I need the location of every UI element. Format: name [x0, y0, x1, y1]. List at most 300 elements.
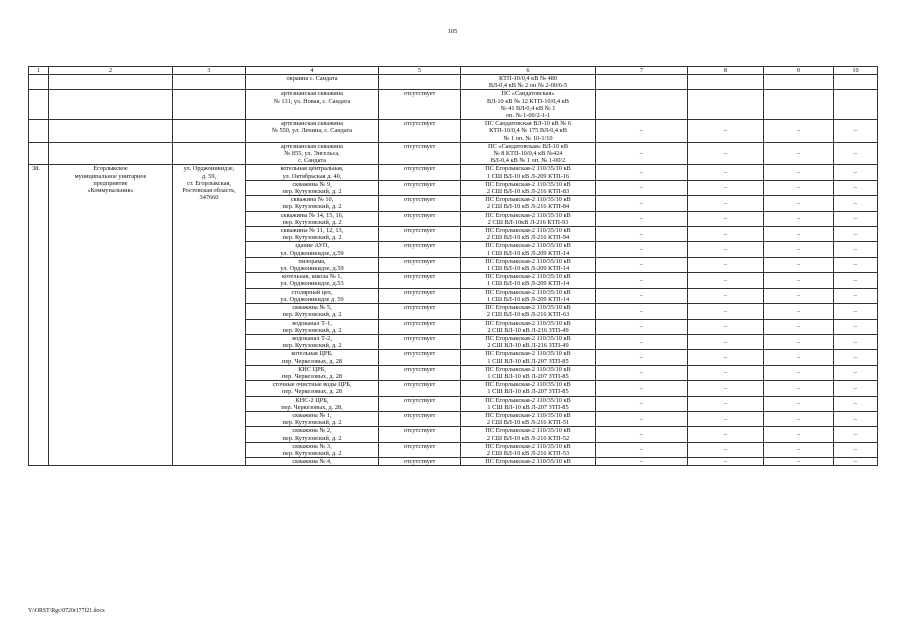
cell-line: водоканал Т-2, — [292, 334, 332, 342]
cell-supply — [461, 396, 596, 411]
cell-line: здание АУП, — [294, 242, 330, 250]
cell-c7: – — [596, 257, 688, 272]
cell-line: 1 СШ ВЛ-10 кВ Л-209 КТП-14 — [486, 295, 570, 303]
cell-line: ПС Сандатовская ВЛ-10 кВ № 6 — [484, 120, 572, 128]
header-cell: 5 — [379, 67, 461, 75]
cell-c8: – — [688, 334, 764, 349]
cell-supply — [461, 273, 596, 288]
cell-status: отсутствует — [379, 288, 461, 303]
cell-line: ул. Орджоникидзе, д.59 — [280, 249, 344, 257]
cell-object — [246, 396, 379, 411]
cell-line: с. Сандата — [298, 157, 326, 165]
cell-line: оп. № 1-00/2-1-1 — [505, 112, 551, 120]
cell-supply — [461, 90, 596, 120]
cell-line: пер. Кутузовский, д. 2 — [282, 218, 342, 226]
cell-c8: – — [688, 350, 764, 365]
cell-address — [173, 142, 246, 165]
cell-supply — [461, 381, 596, 396]
cell-c10: – — [834, 180, 878, 195]
cell-object — [246, 196, 379, 211]
cell-object — [246, 381, 379, 396]
cell-supply — [461, 427, 596, 442]
cell-line: скважина № 3, — [292, 442, 332, 450]
cell-supply — [461, 411, 596, 426]
cell-c7: – — [596, 442, 688, 457]
cell-c7: – — [596, 381, 688, 396]
cell-supply — [461, 257, 596, 272]
cell-object — [246, 227, 379, 242]
header-cell: 9 — [764, 67, 834, 75]
cell-line: «Коммунальник» — [87, 187, 134, 195]
cell-line: КТП-10/0,4 кВ № 480 — [498, 75, 558, 82]
cell-object — [246, 304, 379, 319]
cell-line: 2 СШ ВЛ-10 кВ Л-216 ЗТП-49 — [487, 326, 569, 334]
cell-line: д. 59, — [201, 172, 217, 180]
cell-c8: – — [688, 257, 764, 272]
cell-object — [246, 90, 379, 120]
cell-status: отсутствует — [379, 142, 461, 165]
table-body — [29, 67, 878, 466]
cell-status: отсутствует — [379, 381, 461, 396]
cell-status: отсутствует — [379, 227, 461, 242]
cell-number — [29, 120, 49, 143]
cell-line: ВЛ-10 кВ № 12 КТП-10/0,4 кВ — [487, 97, 569, 105]
table-row — [29, 75, 878, 90]
cell-object — [246, 288, 379, 303]
cell-supply — [461, 142, 596, 165]
cell-line: ПС Егорлыкская-2 110/35/10 кВ — [485, 365, 571, 373]
cell-c8: – — [688, 242, 764, 257]
cell-c7: – — [596, 458, 688, 466]
cell-line: ПС Егорлыкская-2 110/35/10 кВ — [485, 396, 571, 404]
cell-c7: – — [596, 180, 688, 195]
cell-status: отсутствует — [379, 196, 461, 211]
cell-number — [29, 90, 49, 120]
cell-c10: – — [834, 381, 878, 396]
cell-line: пер. Черкезовых, д. 28, — [281, 403, 343, 411]
cell-line: 1 СШ ВЛ-10 кВ Л-209 КТП-14 — [486, 249, 570, 257]
cell-c7: – — [596, 288, 688, 303]
cell-line: ПС Егорлыкская-2 110/35/10 кВ — [485, 350, 571, 358]
cell-line: 1 СШ ВЛ-10 кВ Л-207 ЗТП-85 — [487, 388, 569, 396]
cell-line: котельная, школа № 1, — [281, 273, 343, 281]
cell-supply — [461, 350, 596, 365]
cell-c10: – — [834, 288, 878, 303]
cell-line: ПС Егорлыкская-2 110/35/10 кВ — [485, 334, 571, 342]
cell-supply — [461, 165, 596, 180]
cell-status — [379, 75, 461, 90]
cell-c7: – — [596, 227, 688, 242]
header-cell: 1 — [29, 67, 49, 75]
cell-c10: – — [834, 273, 878, 288]
cell-line: ПС Егорлыкская-2 110/35/10 кВ — [485, 273, 571, 281]
cell-line: скважины № 11, 12, 13, — [280, 227, 344, 235]
cell-c7: – — [596, 211, 688, 226]
cell-supply — [461, 334, 596, 349]
cell-c9: – — [764, 288, 834, 303]
cell-line: пер. Кутузовский, д. 2 — [282, 342, 342, 350]
cell-status: отсутствует — [379, 365, 461, 380]
cell-c7: – — [596, 350, 688, 365]
cell-object — [246, 165, 379, 180]
cell-status: отсутствует — [379, 273, 461, 288]
cell-line: ПС Егорлыкская-2 110/35/10 кВ — [485, 288, 571, 296]
cell-line: Егорлыкское — [93, 165, 128, 173]
cell-c10: – — [834, 211, 878, 226]
cell-c7: – — [596, 273, 688, 288]
cell-c8: – — [688, 165, 764, 180]
cell-line: 2 СШ ВЛ-10кВ Л-216 КТП-93 — [487, 218, 569, 226]
cell-c10: – — [834, 365, 878, 380]
cell-status: отсутствует — [379, 90, 461, 120]
cell-status: отсутствует — [379, 165, 461, 180]
cell-line: котельная ЦРБ, — [291, 350, 333, 358]
cell-line: скважина № 9, — [292, 180, 332, 188]
footer-file-path: Y:\ORST\Rgc\0720r177f21.docx — [28, 608, 105, 614]
cell-c10: – — [834, 142, 878, 165]
cell-c10: – — [834, 334, 878, 349]
cell-c8: – — [688, 365, 764, 380]
cell-line: № 131, ул. Новая, с. Сандата — [273, 97, 351, 105]
cell-line: 2 СШ ВЛ-10 кВ Л-216 КТП-83 — [486, 188, 570, 196]
cell-line: 1 СШ ВЛ-10 кВ Л-209 КТП-14 — [486, 265, 570, 273]
cell-c9: – — [764, 411, 834, 426]
cell-status: отсутствует — [379, 427, 461, 442]
cell-line: скважина № 1, — [292, 411, 332, 419]
cell-line: артезианская скважина — [281, 90, 343, 98]
cell-c9 — [764, 90, 834, 120]
cell-line: ПС «Сандатовская» — [501, 90, 555, 98]
cell-status: отсутствует — [379, 180, 461, 195]
cell-line: ПС Егорлыкская-2 110/35/10 кВ — [485, 196, 571, 204]
cell-address — [173, 75, 246, 90]
cell-c9: – — [764, 304, 834, 319]
cell-c10: – — [834, 165, 878, 180]
cell-line: 2 СШ ВЛ-10 кВ Л-216 КТП-51 — [486, 419, 570, 427]
cell-c10: – — [834, 442, 878, 457]
cell-c7: – — [596, 242, 688, 257]
cell-line: ПС Егорлыкская-2 110/35/10 кВ — [485, 257, 571, 265]
cell-status: отсутствует — [379, 411, 461, 426]
cell-c8: – — [688, 304, 764, 319]
cell-c10: – — [834, 458, 878, 466]
cell-c8: – — [688, 196, 764, 211]
cell-line: ПС Егорлыкская-2 110/35/10 кВ — [485, 211, 571, 219]
cell-supply — [461, 288, 596, 303]
cell-line: артезианская скважина — [281, 120, 343, 128]
cell-status: отсутствует — [379, 350, 461, 365]
entry-number: 38. — [29, 165, 49, 466]
table-row — [29, 120, 878, 143]
cell-object — [246, 142, 379, 165]
cell-c8: – — [688, 120, 764, 143]
cell-line: № 41 ВЛ-0,4 кВ № 1 — [500, 104, 556, 112]
cell-c9: – — [764, 427, 834, 442]
cell-c8: – — [688, 411, 764, 426]
cell-c7: – — [596, 319, 688, 334]
cell-status: отсутствует — [379, 211, 461, 226]
cell-line: ПС Егорлыкская-2 110/35/10 кВ — [485, 442, 571, 450]
cell-line: ст. Егорлыкская, — [186, 179, 231, 187]
cell-supply — [461, 304, 596, 319]
cell-supply — [461, 227, 596, 242]
cell-c8: – — [688, 396, 764, 411]
cell-line: 1 СШ ВЛ-10 кВ Л-207 ЗТП-85 — [487, 372, 569, 380]
table-row — [29, 142, 878, 165]
cell-c10 — [834, 75, 878, 90]
cell-c8: – — [688, 211, 764, 226]
cell-line: ВЛ-0,4 кВ № 1 оп. № 1-00/2 — [490, 157, 566, 165]
cell-c7: – — [596, 411, 688, 426]
cell-supply — [461, 75, 596, 90]
cell-line: 2 СШ ВЛ-10 кВ Л-216 КТП-53 — [486, 449, 570, 457]
cell-c9: – — [764, 142, 834, 165]
cell-line: 2 СШ ВЛ-10 кВ Л-216 КТП-84 — [486, 203, 570, 211]
entry-address — [173, 165, 246, 466]
cell-object — [246, 458, 379, 466]
cell-c10: – — [834, 319, 878, 334]
cell-c8 — [688, 75, 764, 90]
cell-status: отсутствует — [379, 319, 461, 334]
cell-line: скважина № 4, — [292, 458, 332, 466]
cell-status: отсутствует — [379, 120, 461, 143]
cell-c7: – — [596, 396, 688, 411]
cell-line: 1 СШ ВЛ-10 кВ Л-209 КТП-14 — [486, 280, 570, 288]
cell-line: пер. Кутузовский, д. 2 — [282, 326, 342, 334]
cell-supply — [461, 319, 596, 334]
cell-c8: – — [688, 442, 764, 457]
cell-c8: – — [688, 288, 764, 303]
cell-c7: – — [596, 304, 688, 319]
cell-c7: – — [596, 334, 688, 349]
cell-line: 2 СШ ВЛ-10 кВ Л-216 КТП-63 — [486, 311, 570, 319]
cell-line: 2 СШ ВЛ-10 кВ Л-216 ЗТП-49 — [487, 342, 569, 350]
cell-c8: – — [688, 227, 764, 242]
cell-line: ПС Егорлыкская-2 110/35/10 кВ — [485, 319, 571, 327]
cell-line: ВЛ-0,4 кВ № 2 оп № 2-00/6-5 — [488, 82, 568, 90]
cell-line: пилорама, — [298, 257, 326, 265]
cell-c9: – — [764, 381, 834, 396]
cell-object — [246, 427, 379, 442]
cell-line: скважина № 5, — [292, 304, 332, 312]
cell-c9: – — [764, 334, 834, 349]
page-number: 105 — [447, 28, 458, 35]
entry-organization — [49, 165, 173, 466]
cell-line: № 855, ул. Энгельса, — [284, 150, 340, 158]
cell-c9 — [764, 75, 834, 90]
cell-c9: – — [764, 211, 834, 226]
cell-line: Ростовская область, — [182, 187, 236, 195]
cell-organization — [49, 90, 173, 120]
cell-status: отсутствует — [379, 304, 461, 319]
cell-line: 2 СШ ВЛ-10 кВ Л-216 КТП-94 — [486, 234, 570, 242]
data-table — [28, 66, 878, 466]
cell-line: пер. Кутузовский, д. 2 — [282, 188, 342, 196]
cell-line: ПС Егорлыкская-2 110/35/10 кВ — [485, 458, 571, 466]
cell-line: пер. Кутузовский, д. 2 — [282, 311, 342, 319]
cell-object — [246, 257, 379, 272]
cell-line: ул. Орджоникидзе д. 59 — [280, 295, 344, 303]
cell-line: пер. Кутузовский, д. 2 — [282, 434, 342, 442]
cell-supply — [461, 442, 596, 457]
cell-line: ул. Октябрьская д. 40, — [282, 172, 342, 180]
cell-line: КНС ЦРБ, — [298, 365, 326, 373]
cell-line: КТП-10/0,4 № 175 ВЛ-0,4 кВ — [489, 127, 567, 135]
cell-organization — [49, 142, 173, 165]
header-row — [29, 67, 878, 75]
cell-object — [246, 365, 379, 380]
cell-status: отсутствует — [379, 242, 461, 257]
cell-c9: – — [764, 273, 834, 288]
cell-number — [29, 142, 49, 165]
cell-line: ПС «Сандатовская» ВЛ-10 кВ — [487, 142, 569, 150]
cell-line: артезианская скважина — [281, 142, 343, 150]
cell-line: пер. Кутузовский, д. 2 — [282, 449, 342, 457]
cell-c8: – — [688, 142, 764, 165]
cell-supply — [461, 180, 596, 195]
cell-c7: – — [596, 196, 688, 211]
cell-object — [246, 442, 379, 457]
cell-c9: – — [764, 319, 834, 334]
cell-line: пер. Кутузовский, д. 2 — [282, 419, 342, 427]
cell-line: пер. Черкезовых, д. 28 — [281, 372, 343, 380]
cell-object — [246, 334, 379, 349]
cell-object — [246, 273, 379, 288]
cell-line: № 8 КТП-10/0,4 кВ №424 — [493, 150, 563, 158]
header-cell: 8 — [688, 67, 764, 75]
cell-c7: – — [596, 365, 688, 380]
cell-line: 1 СШ ВЛ-10 кВ Л-207 ЗТП-85 — [487, 357, 569, 365]
cell-c8: – — [688, 273, 764, 288]
cell-object — [246, 180, 379, 195]
cell-line: ПС Егорлыкская-2 110/35/10 кВ — [485, 304, 571, 312]
cell-c9: – — [764, 242, 834, 257]
cell-c9: – — [764, 365, 834, 380]
header-cell: 4 — [246, 67, 379, 75]
cell-address — [173, 120, 246, 143]
cell-supply — [461, 120, 596, 143]
cell-line: ул. Орджоникидзе, — [183, 165, 235, 173]
cell-c9: – — [764, 196, 834, 211]
cell-organization — [49, 120, 173, 143]
cell-line: № 550, ул. Ленина, с. Сандата — [271, 127, 353, 135]
cell-c10 — [834, 90, 878, 120]
cell-c7: – — [596, 142, 688, 165]
cell-line: пер. Черкезовых, д. 28 — [281, 388, 343, 396]
cell-c10: – — [834, 242, 878, 257]
cell-c9: – — [764, 458, 834, 466]
cell-line: скважина № 10, — [290, 196, 334, 204]
cell-c10: – — [834, 304, 878, 319]
cell-supply — [461, 196, 596, 211]
cell-c9: – — [764, 257, 834, 272]
cell-c8: – — [688, 427, 764, 442]
header-cell: 3 — [173, 67, 246, 75]
cell-c9: – — [764, 442, 834, 457]
cell-c10: – — [834, 427, 878, 442]
cell-c7: – — [596, 165, 688, 180]
cell-object — [246, 242, 379, 257]
cell-line: пер. Кутузовский, д. 2 — [282, 203, 342, 211]
cell-line: скважины № 14, 15, 16, — [280, 211, 344, 219]
cell-c7: – — [596, 120, 688, 143]
cell-line: ул. Орджоникидзе, д.53 — [280, 280, 344, 288]
cell-object — [246, 120, 379, 143]
cell-line: ПС Егорлыкская-2 110/35/10 кВ — [485, 242, 571, 250]
cell-status: отсутствует — [379, 442, 461, 457]
cell-c10: – — [834, 411, 878, 426]
cell-c8 — [688, 90, 764, 120]
cell-c10: – — [834, 196, 878, 211]
cell-c9: – — [764, 120, 834, 143]
cell-supply — [461, 365, 596, 380]
cell-line: сточные очистные воды ЦРБ, — [272, 381, 352, 389]
header-cell: 10 — [834, 67, 878, 75]
cell-c9: – — [764, 227, 834, 242]
cell-line: пер. Кутузовский, д. 2 — [282, 234, 342, 242]
cell-line: окраина с. Сандата — [286, 75, 338, 82]
cell-status: отсутствует — [379, 334, 461, 349]
cell-organization — [49, 75, 173, 90]
cell-line: КНС-2 ЦРБ, — [295, 396, 329, 404]
cell-object — [246, 75, 379, 90]
cell-c8: – — [688, 458, 764, 466]
cell-c9: – — [764, 350, 834, 365]
cell-c10: – — [834, 396, 878, 411]
cell-number — [29, 75, 49, 90]
cell-object — [246, 319, 379, 334]
cell-line: ПС Егорлыкская-2 110/35/10 кВ — [485, 381, 571, 389]
cell-line: ПС Егорлыкская-2 110/35/10 кВ — [485, 427, 571, 435]
header-cell: 6 — [461, 67, 596, 75]
cell-line: ПС Егорлыкская-2 110/35/10 кВ — [485, 180, 571, 188]
cell-c10: – — [834, 350, 878, 365]
cell-c9: – — [764, 165, 834, 180]
cell-line: котельная центральная, — [280, 165, 344, 173]
cell-line: муниципальное унитарное — [74, 172, 147, 180]
cell-object — [246, 350, 379, 365]
cell-line: 2 СШ ВЛ-10 кВ Л-216 КТП-52 — [486, 434, 570, 442]
cell-c8: – — [688, 381, 764, 396]
cell-supply — [461, 211, 596, 226]
header-cell: 2 — [49, 67, 173, 75]
cell-line: столярный цех, — [291, 288, 333, 296]
cell-line: скважина № 2, — [292, 427, 332, 435]
cell-status: отсутствует — [379, 396, 461, 411]
cell-line: ПС Егорлыкская-2 110/35/10 кВ — [485, 227, 571, 235]
cell-c10: – — [834, 120, 878, 143]
cell-c10: – — [834, 227, 878, 242]
cell-c9: – — [764, 396, 834, 411]
cell-line: пер. Черкезовых, д. 28 — [281, 357, 343, 365]
cell-line: водоканал Т-1, — [292, 319, 332, 327]
cell-status: отсутствует — [379, 458, 461, 466]
cell-c10: – — [834, 257, 878, 272]
cell-line: ул. Орджоникидзе, д.59 — [280, 265, 344, 273]
cell-line: 1 СШ ВЛ-10 кВ Л-207 ЗТП-85 — [487, 403, 569, 411]
cell-line: предприятие — [93, 179, 128, 187]
table-row — [29, 90, 878, 120]
cell-line: № 1 оп. № 10-1/10 — [503, 134, 553, 142]
cell-address — [173, 90, 246, 120]
cell-line: 347660 — [199, 194, 219, 202]
cell-object — [246, 411, 379, 426]
cell-c9: – — [764, 180, 834, 195]
table-row — [29, 165, 878, 180]
cell-status: отсутствует — [379, 257, 461, 272]
header-cell: 7 — [596, 67, 688, 75]
cell-object — [246, 211, 379, 226]
